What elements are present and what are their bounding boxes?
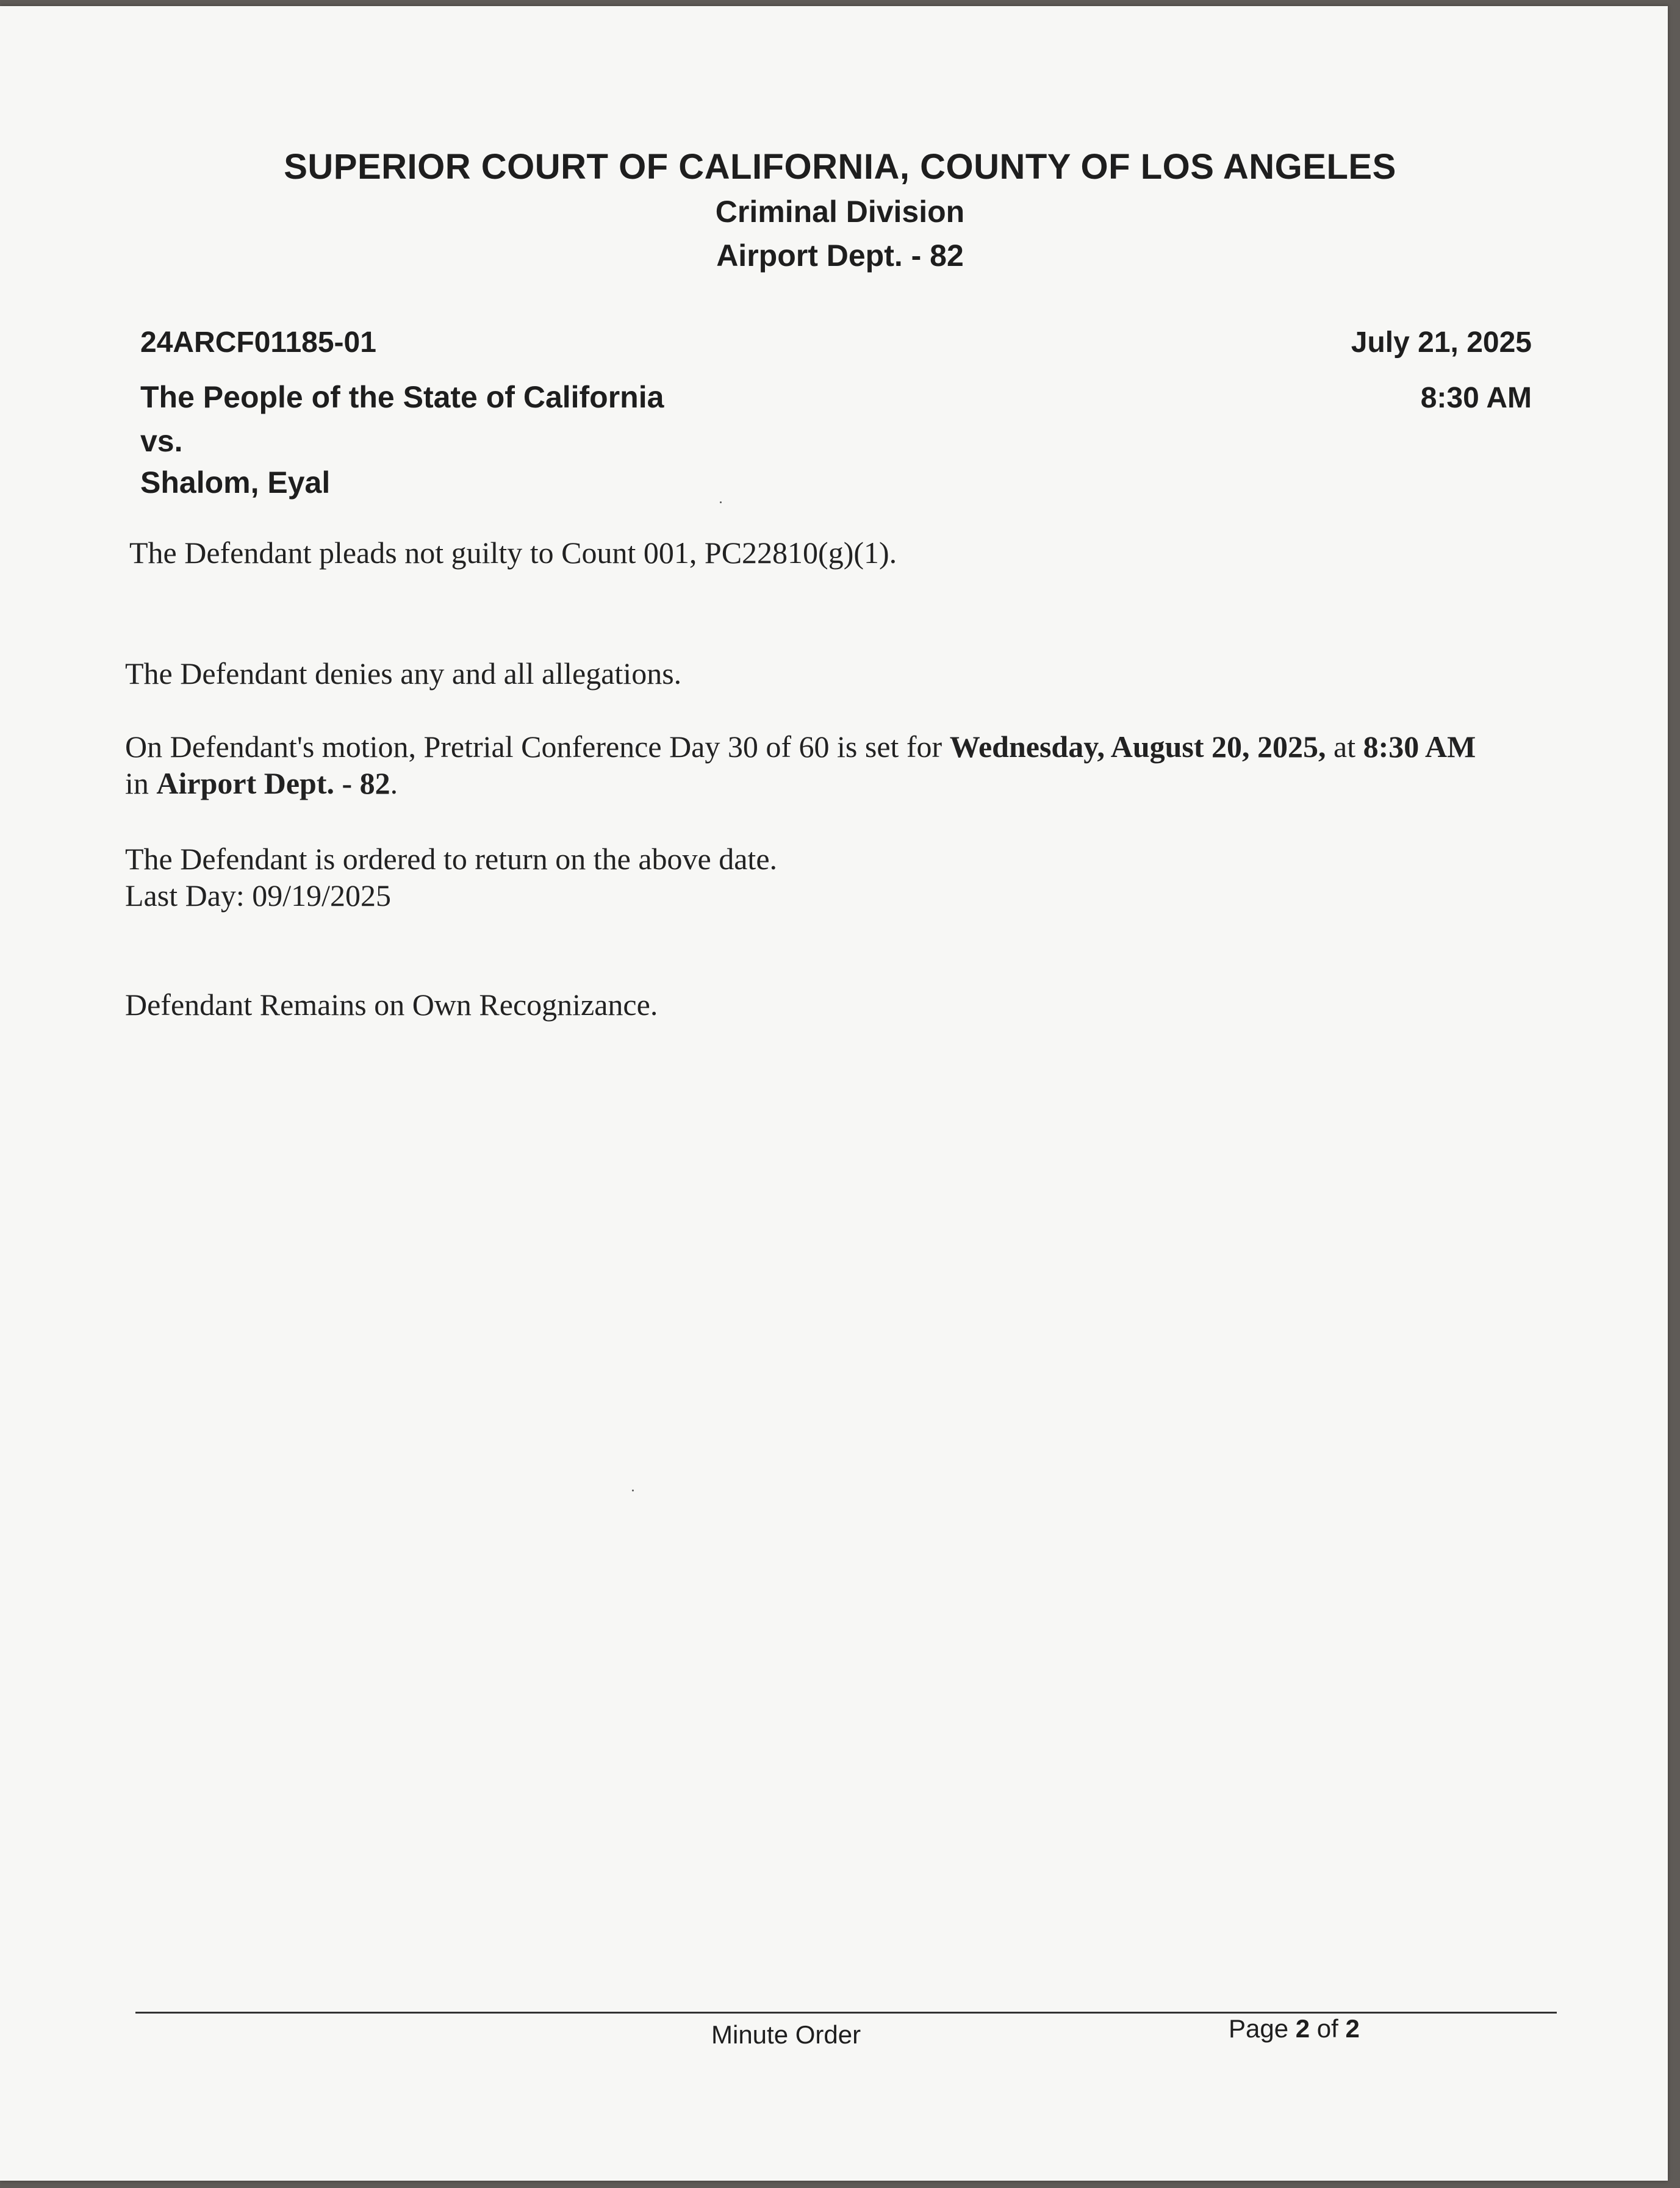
- department-name: Airport Dept. - 82: [716, 239, 964, 273]
- plea-paragraph: The Defendant pleads not guilty to Count 001, PC22810(g)(1).: [129, 536, 897, 570]
- motion-department: Airport Dept. - 82: [156, 766, 390, 800]
- case-number: 24ARCF01185-01: [140, 326, 376, 359]
- footer-divider: [135, 2012, 1557, 2014]
- page-total: 2: [1345, 2014, 1360, 2043]
- motion-time: 8:30 AM: [1363, 730, 1476, 764]
- denial-paragraph: The Defendant denies any and all allegations.: [125, 656, 682, 690]
- return-order: The Defendant is ordered to return on the above date.: [125, 842, 778, 876]
- defendant-name: Shalom, Eyal: [140, 465, 331, 500]
- hearing-time: 8:30 AM: [1420, 382, 1532, 414]
- paper-speck: [632, 1490, 634, 1491]
- motion-prefix: On Defendant's motion, Pretrial Conference Day 30 of 60 is set for: [125, 730, 950, 764]
- court-name: SUPERIOR COURT OF CALIFORNIA, COUNTY OF LOS ANGELES: [284, 147, 1396, 187]
- page-prefix: Page: [1229, 2014, 1296, 2043]
- page-of: of: [1310, 2014, 1346, 2043]
- footer-title: Minute Order: [711, 2020, 861, 2049]
- motion-date: Wednesday, August 20, 2025,: [949, 730, 1326, 764]
- page-current: 2: [1295, 2014, 1310, 2043]
- plaintiff-name: The People of the State of California: [140, 380, 664, 414]
- versus-label: vs.: [140, 424, 183, 458]
- motion-end: .: [390, 766, 398, 800]
- page-number: [1229, 2014, 1360, 2043]
- release-status: Defendant Remains on Own Recognizance.: [125, 988, 658, 1022]
- hearing-date: July 21, 2025: [1351, 326, 1532, 359]
- document-page: [0, 6, 1668, 2181]
- motion-at: at: [1326, 730, 1363, 764]
- motion-in: in: [125, 766, 157, 800]
- motion-paragraph: [125, 728, 1546, 802]
- paper-speck: [720, 501, 722, 503]
- last-day: Last Day: 09/19/2025: [125, 878, 392, 913]
- division-name: Criminal Division: [715, 195, 965, 229]
- return-paragraph: [125, 841, 1546, 914]
